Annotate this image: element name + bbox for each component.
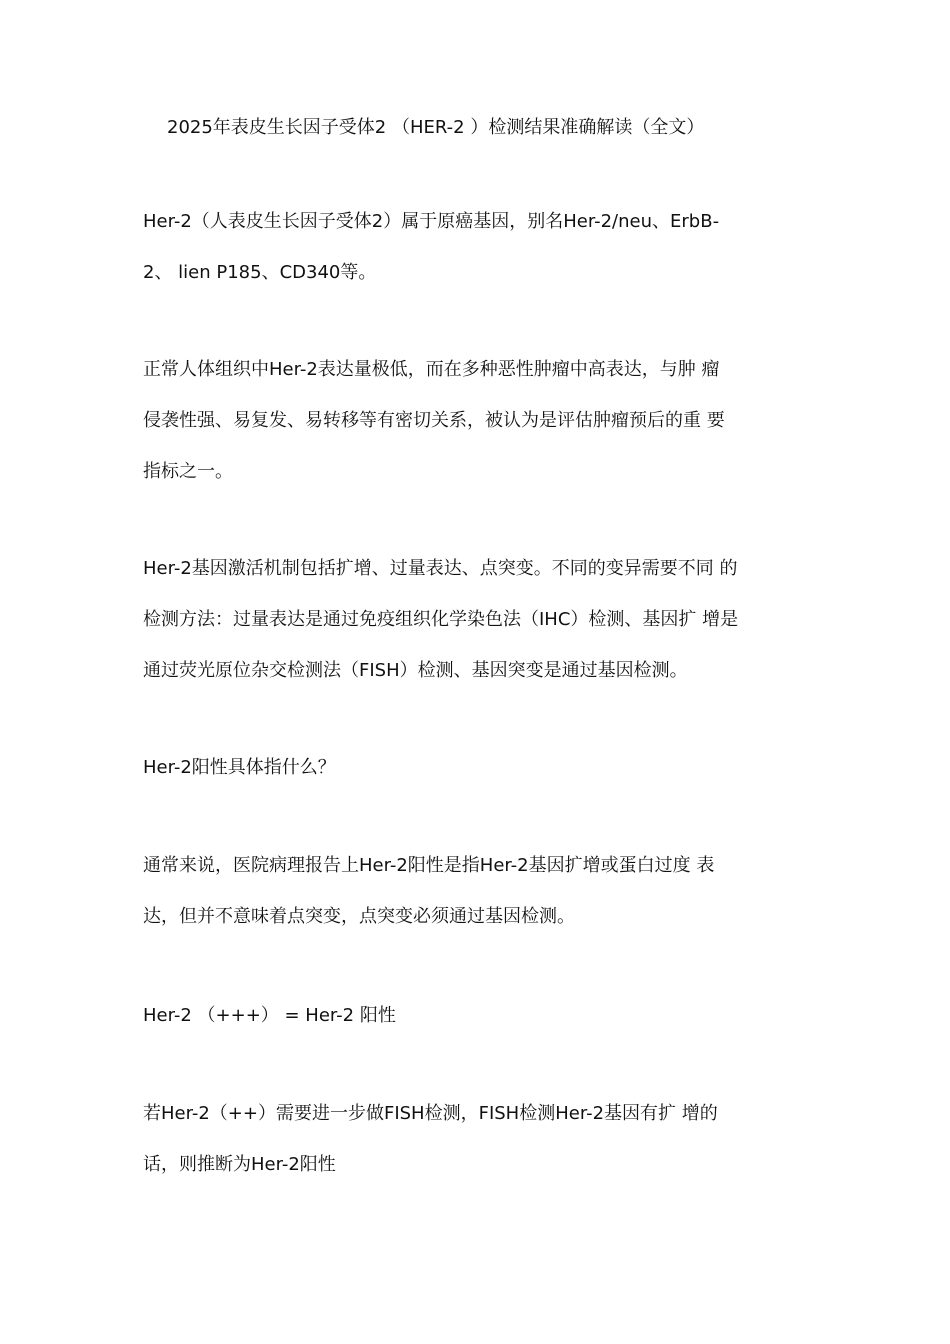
paragraph-her2-definition — [143, 196, 819, 298]
paragraph-line: 指标之一。 — [143, 461, 233, 482]
paragraph-line: 正常人体组织中Her-2表达量极低，而在多种恶性肿瘤中高表达，与肿 瘤 — [143, 359, 720, 380]
paragraph-line: Her-2基因激活机制包括扩增、过量表达、点突变。不同的变异需要不同 的 — [143, 558, 738, 579]
paragraph-positive-meaning — [143, 840, 819, 942]
paragraph-line: Her-2（人表皮生长因子受体2）属于原癌基因，别名Her-2/neu、ErbB- — [143, 211, 720, 232]
paragraph-triple-plus — [143, 990, 819, 1041]
paragraph-line: Her-2 （+++） = Her-2 阳性 — [143, 1005, 396, 1026]
paragraph-line: 检测方法：过量表达是通过免疫组织化学染色法（IHC）检测、基因扩 增是 — [143, 609, 739, 630]
paragraph-line: 若Her-2（++）需要进一步做FISH检测，FISH检测Her-2基因有扩 增的 — [143, 1103, 718, 1124]
paragraph-expression-levels — [143, 344, 819, 497]
paragraph-line: 通常来说，医院病理报告上Her-2阳性是指Her-2基因扩增或蛋白过度 表 — [143, 855, 715, 876]
document-title: 2025年表皮生长因子受体2 （HER-2 ）检测结果准确解读（全文） — [167, 117, 705, 138]
paragraph-activation-mechanisms — [143, 543, 819, 696]
paragraph-line: 通过荧光原位杂交检测法（FISH）检测、基因突变是通过基因检测。 — [143, 660, 688, 681]
section-question-heading — [143, 742, 819, 793]
paragraph-line: 话，则推断为Her-2阳性 — [143, 1154, 336, 1175]
paragraph-line: 2、 lien P185、CD340等。 — [143, 262, 377, 283]
paragraph-line: 达，但并不意味着点突变，点突变必须通过基因检测。 — [143, 906, 575, 927]
paragraph-double-plus-fish — [143, 1088, 819, 1190]
paragraph-line: 侵袭性强、易复发、易转移等有密切关系，被认为是评估肿瘤预后的重 要 — [143, 410, 725, 431]
paragraph-line: Her-2阳性具体指什么？ — [143, 757, 336, 778]
